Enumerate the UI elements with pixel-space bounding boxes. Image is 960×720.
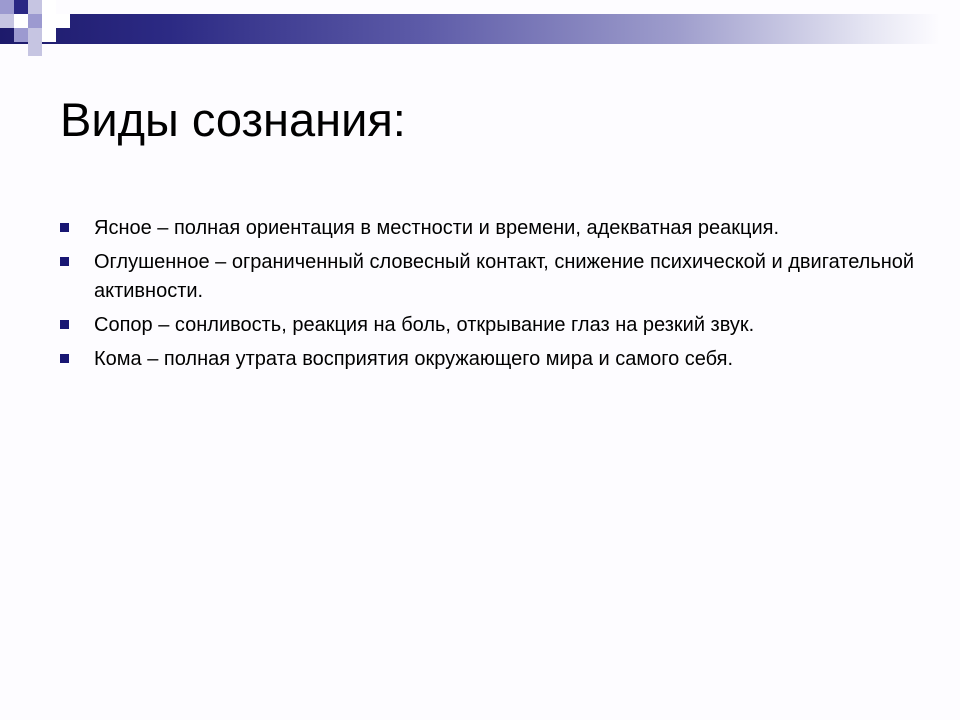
- bullet-text: Ясное – полная ориентация в местности и времени, адекватная реакция.: [94, 217, 780, 239]
- bullet-text: Сопор – сонливость, реакция на боль, открывание глаз на резкий звук.: [94, 314, 755, 336]
- decor-square: [14, 28, 28, 42]
- list-item: [60, 345, 920, 374]
- decor-square: [28, 28, 42, 42]
- bullet-text: Кома – полная утрата восприятия окружающего мира и самого себя.: [94, 348, 734, 370]
- decor-square: [28, 14, 42, 28]
- decor-square: [42, 14, 56, 28]
- bullet-list: [60, 214, 920, 379]
- square-bullet-icon: [60, 354, 69, 363]
- decor-square: [0, 0, 14, 14]
- list-item: [60, 311, 920, 340]
- decor-square: [28, 0, 42, 14]
- decor-square: [0, 14, 14, 28]
- slide-title: Виды сознания:: [60, 93, 406, 146]
- decor-square: [28, 42, 42, 56]
- decor-square: [14, 14, 28, 28]
- square-bullet-icon: [60, 223, 69, 232]
- decor-square: [56, 14, 70, 28]
- list-item: [60, 214, 920, 243]
- list-item: [60, 248, 920, 306]
- square-bullet-icon: [60, 257, 69, 266]
- decor-square: [42, 28, 56, 42]
- square-bullet-icon: [60, 320, 69, 329]
- bullet-text: Оглушенное – ограниченный словесный контакт, снижение психической и двигательной активности.: [94, 251, 915, 302]
- decor-square: [14, 0, 28, 14]
- decor-square: [42, 0, 56, 14]
- header-gradient-bar: [0, 14, 940, 44]
